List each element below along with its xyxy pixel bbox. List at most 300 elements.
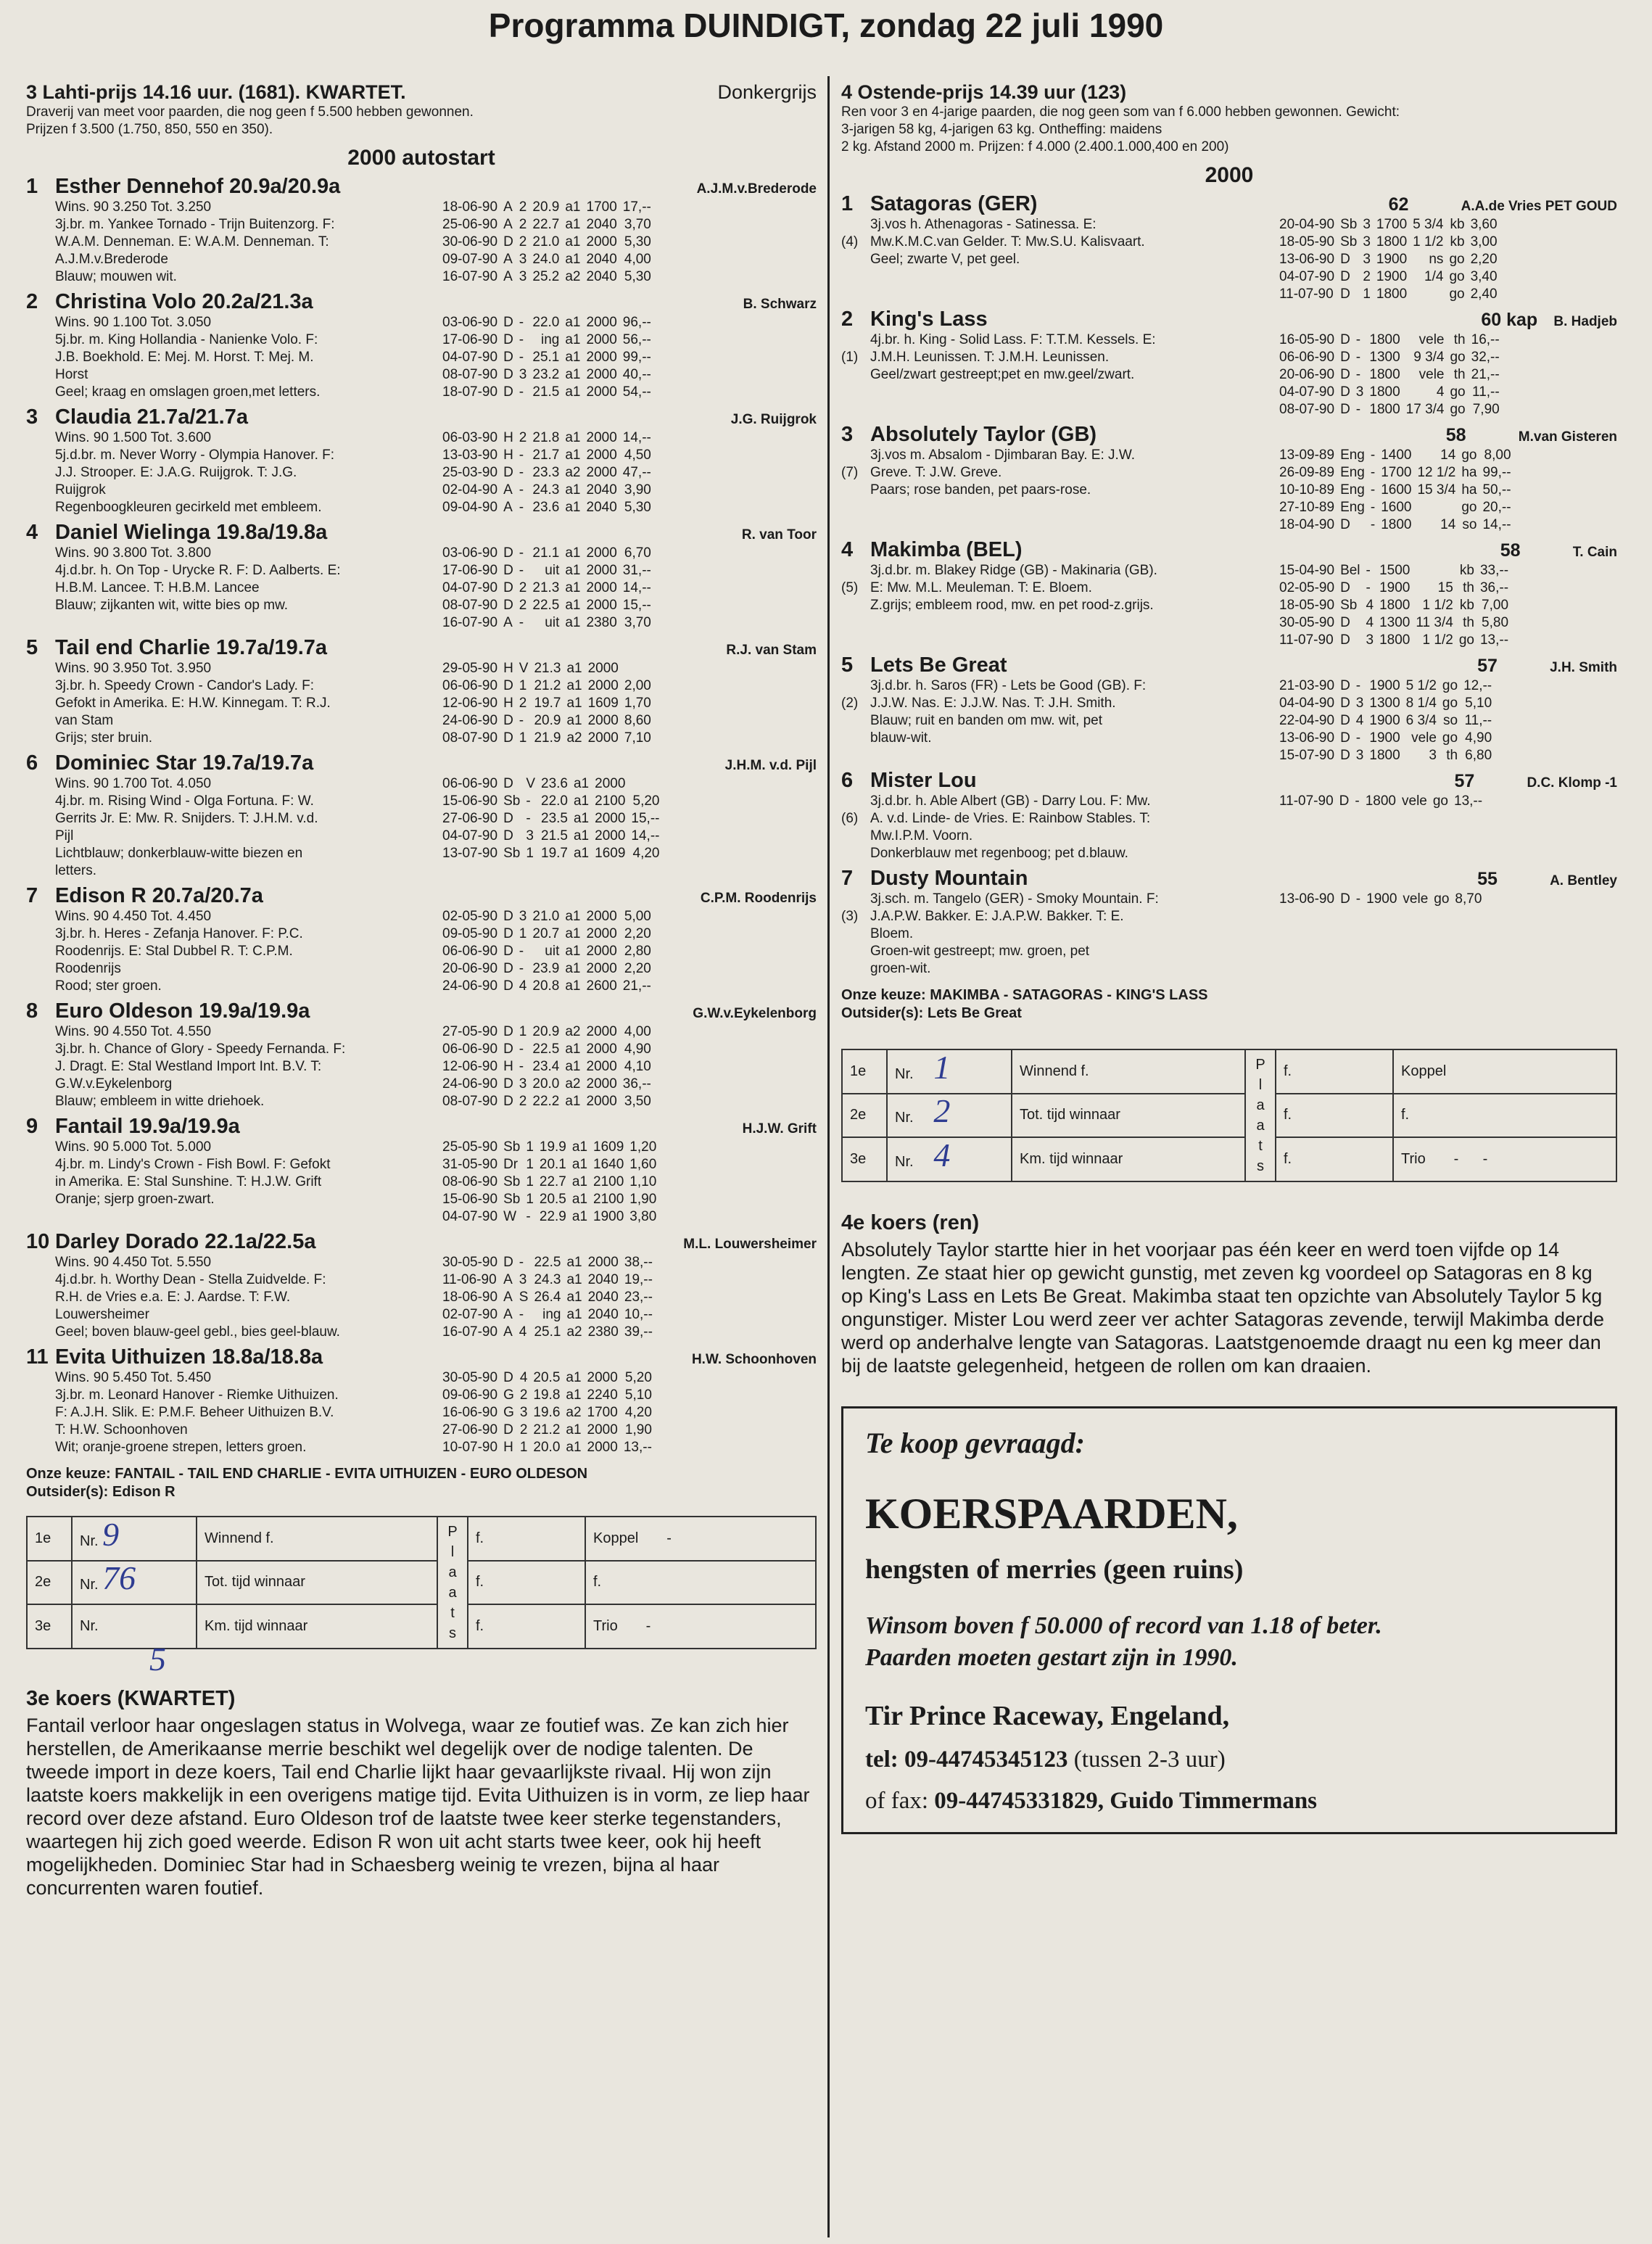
description-line: Wins. 90 3.800 Tot. 3.800 [55,545,212,561]
form-cell: 06-03-90 [442,430,498,445]
horse-name: Lets Be Great [870,653,1007,677]
form-cell: V [519,661,529,676]
form-cell: 11-07-90 [1279,632,1334,648]
form-cell: vele [1403,891,1429,907]
horse-weight: 58 [1500,540,1521,561]
form-cell: 1 [519,1440,528,1455]
form-cell: 5,30 [624,500,651,515]
race-4-commentary-text: Absolutely Taylor startte hier in het voorjaar pas één keer en werd toen vijfde op 14 lengten. Ze staat hier op gewicht gunstig, met zeven kg voordeel op Satagoras en 8 kg op King's Lass en Lets Be Great. Makimba staat ten opzichte van Absolutely Taylor 5 kg ongunstiger. Mister Lou werd zeer ver achter Satagoras zevende, terwijl Makimba derde werd op anderhalve lengte van Satagoras. Laatstgenoemde draagt nu een kg meer dan bij de laatste gelegenheid, hetgeen de rollen om kan draaien. [841,1239,1605,1377]
form-cell: 1800 [1369,402,1400,417]
form-cell: 1,90 [629,1192,657,1207]
form-table [439,1254,817,1341]
form-cell: 2100 [595,793,626,809]
form-row [439,429,654,447]
description-line: Louwersheimer [55,1307,149,1322]
form-cell: 2000 [586,563,617,578]
form-cell: 7,00 [1482,598,1509,613]
form-cell: a1 [565,315,581,330]
handwritten-number: 4 [933,1137,951,1174]
form-cell: 08-06-90 [442,1174,498,1189]
horse-header [26,1230,817,1254]
form-row [1276,251,1500,268]
description-line: Wins. 90 4.450 Tot. 5.550 [55,1255,212,1270]
horse-description [55,429,439,516]
form-cell: 20.8 [532,978,560,994]
description-line: 3j.d.br. m. Blakey Ridge (GB) - Makinaria (GB). [870,563,1157,578]
form-cell: 20-06-90 [1279,367,1335,382]
form-cell: a1 [565,909,581,924]
race-3-commentary-title: 3e koers (KWARTET) [26,1687,236,1710]
description-line: Regenboogkleuren gecirkeld met embleem. [55,500,322,515]
form-row [439,1156,659,1173]
race-3-outsider: Outsider(s): Edison R [26,1484,175,1500]
form-cell: 1300 [1379,615,1411,630]
form-cell: a2 [565,1024,581,1039]
form-cell: 2240 [587,1387,618,1403]
form-cell: 3 [519,909,527,924]
form-cell: th [1453,332,1466,347]
form-cell: 3 [519,252,527,267]
description-line: 3j.br. h. Speedy Crown - Candor's Lady. F: [55,678,315,693]
horse-name: Dusty Mountain [870,867,1028,890]
form-cell: 8 1/4 [1405,696,1437,711]
horse-box [26,199,55,286]
race-3-header [26,81,817,104]
race-4-header [841,81,1617,104]
horse-number: 11 [26,1345,49,1369]
form-cell: 21.5 [532,384,560,400]
form-row [439,978,654,995]
form-cell: 1900 [1369,730,1400,746]
form-cell: Dr [503,1157,519,1172]
form-cell: 1900 [1376,269,1408,284]
horse-name: Edison R 20.7a/20.7a [55,884,263,907]
trio-dash: - [1453,1151,1459,1168]
form-cell: 2000 [586,1024,617,1039]
form-cell: - [1370,465,1376,480]
description-line: 3j.br. m. Yankee Tornado - Trijn Buitenzorg. F: [55,217,335,232]
form-cell: 3,80 [629,1209,657,1224]
form-cell: kb [1450,234,1465,249]
form-cell: 1900 [1369,713,1400,728]
form-cell: D [503,350,513,365]
form-cell: 24-06-90 [442,1076,498,1092]
description-line: Oranje; sjerp groen-zwart. [55,1192,215,1207]
form-cell: 22.5 [534,1255,561,1270]
form-cell: 26.4 [534,1290,561,1305]
form-cell: - [519,384,524,400]
horse-entry [26,751,817,880]
form-cell: H [503,696,513,711]
form-cell: kb [1459,563,1474,578]
form-cell: D [503,580,513,595]
description-line: J.M.H. Leunissen. T: J.M.H. Leunissen. [870,350,1110,365]
form-row [439,1076,654,1093]
form-cell: a1 [566,696,582,711]
form-cell: 1800 [1381,517,1412,532]
form-row [1276,349,1503,366]
form-cell: D [1340,517,1350,532]
horse-header [26,884,817,908]
form-row [439,1254,656,1271]
form-cell: D [1340,350,1350,365]
form-cell: a1 [571,1139,588,1155]
form-cell: - [519,944,524,959]
form-cell: 3 [1363,234,1371,249]
horse-trainer: M.van Gisteren [1518,429,1617,445]
form-cell: go [1442,696,1458,711]
form-cell: a1 [566,713,582,728]
form-cell: 27-06-90 [442,811,498,826]
form-cell: a1 [565,430,581,445]
form-cell: th [1446,748,1458,763]
horse-header [841,423,1617,447]
horse-weight: 55 [1477,869,1498,889]
form-cell: - [519,961,524,976]
place-2-label: 2e [27,1561,72,1605]
form-cell: D [1340,615,1350,630]
plaats-f-1: f. [468,1517,585,1561]
form-cell: uit [545,944,560,959]
form-cell: 21.8 [532,430,560,445]
form-cell: 14,-- [622,580,651,595]
form-cell: a1 [566,1290,582,1305]
horse-number: 4 [841,538,854,561]
form-row [1276,695,1495,712]
form-cell: 17,-- [622,199,651,215]
form-cell: 1800 [1365,793,1396,809]
form-cell: 02-07-90 [442,1307,498,1322]
koppel-f: f. [585,1561,816,1605]
form-table [439,1023,817,1110]
horse-description [55,1369,439,1456]
race-4-commentary [841,1211,1617,1377]
form-cell: - [1355,332,1361,347]
form-cell: 1 [519,730,527,746]
form-cell: - [1355,402,1361,417]
horse-number: 4 [26,521,38,544]
form-cell: a1 [565,545,581,561]
description-line: Geel; kraag en omslagen groen,met letters. [55,384,321,400]
horse-description [870,216,1276,303]
form-cell: 13,-- [1454,793,1483,809]
form-cell: D [503,1076,513,1092]
form-cell: 18-05-90 [1279,598,1335,613]
form-cell: 2040 [587,1272,619,1287]
form-row [1276,597,1511,614]
form-cell: 1800 [1369,367,1400,382]
form-row [1276,793,1485,810]
form-cell: 3 [1363,252,1371,267]
form-cell: 1 [526,1174,534,1189]
form-cell: 7,90 [1472,402,1500,417]
form-row [1276,331,1503,349]
description-line: 5j.br. m. King Hollandia - Nanienke Volo. F: [55,332,318,347]
form-cell: 2,80 [624,944,651,959]
form-row [1276,579,1511,597]
form-cell: A [503,269,513,284]
koppel-cell [585,1517,816,1561]
form-cell: 19.9 [539,1139,566,1155]
form-cell: 30-05-90 [442,1255,498,1270]
horse-number: 7 [26,884,38,907]
form-cell: 2,20 [624,961,651,976]
form-cell: 21,-- [1471,367,1500,382]
handwritten-number: 7 [102,1559,120,1597]
horse-box [26,1254,55,1341]
form-cell: 2040 [586,252,617,267]
form-cell: 4 [519,978,527,994]
form-row [1276,234,1500,251]
horse-weight: 58 [1445,425,1466,445]
tot-tijd-label: Tot. tijd winnaar [197,1561,437,1605]
horse-box [26,660,55,747]
form-row [439,1422,655,1439]
form-cell: - [526,1209,531,1224]
horse-trainer: D.C. Klomp -1 [1527,775,1617,791]
form-table [439,660,817,747]
form-cell: 4 [519,1370,528,1385]
form-cell: 03-06-90 [442,315,498,330]
description-line: Groen-wit gestreept; mw. groen, pet [870,944,1090,959]
form-row [439,1208,659,1226]
horse-entry [26,290,817,401]
form-cell: 08-07-90 [442,730,498,746]
form-cell: 27-05-90 [442,1024,498,1039]
form-cell: 2000 [595,776,626,791]
form-cell: 16,-- [1471,332,1500,347]
form-cell: D [503,944,513,959]
ad-tel-note: (tussen 2-3 uur) [1073,1746,1226,1773]
form-row [1276,730,1495,747]
plaats-f-2: f. [1276,1094,1393,1138]
form-cell: 2000 [586,926,617,941]
winnend-label: Winnend f. [1012,1049,1245,1094]
form-table [439,775,817,880]
form-cell: a1 [566,1307,582,1322]
form-cell: so [1442,713,1458,728]
form-cell: 15-06-90 [442,793,498,809]
handwritten-number: 9 [102,1515,120,1553]
form-cell: go [1450,402,1466,417]
form-cell: 2000 [586,430,617,445]
form-cell: 1/4 [1424,269,1444,284]
form-cell: a2 [566,730,582,746]
start-box: (4) [841,234,859,249]
form-cell: D [1340,696,1350,711]
form-row [439,199,654,216]
form-cell: D [1340,730,1350,746]
horse-description [55,1254,439,1341]
description-line: Wit; oranje-groene strepen, letters groen. [55,1440,307,1455]
description-line: A. v.d. Linde- de Vries. E: Rainbow Stables. T: [870,811,1151,826]
form-cell: a2 [566,1405,582,1420]
form-cell: 2000 [586,961,617,976]
horse-trainer: J.G. Ruijgrok [730,412,817,427]
form-cell: 6,80 [1465,748,1492,763]
start-box: (7) [841,465,859,480]
form-cell: H [503,430,513,445]
description-line: letters. [55,863,97,878]
form-cell: D [1340,891,1350,907]
form-cell: - [519,1059,524,1074]
horse-number: 5 [26,636,38,659]
form-cell: vele [1418,332,1445,347]
plaats-f-3: f. [1276,1137,1393,1181]
horse-body [26,314,817,401]
form-cell: 2000 [586,580,617,595]
form-cell: D [503,1041,513,1057]
form-cell: 2 [519,234,527,249]
form-row [439,695,654,712]
form-table [439,545,817,632]
form-cell: D [503,1094,513,1109]
form-cell: 2 [519,1387,528,1403]
form-cell: 14 [1440,517,1456,532]
start-box: (2) [841,696,859,711]
description-line: F: A.J.H. Slik. E: P.M.F. Beheer Uithuizen B.V. [55,1405,334,1420]
form-cell: 21-03-90 [1279,678,1335,693]
description-line: Bloem. [870,926,914,941]
horse-description [55,1023,439,1110]
race-3-result-table [26,1516,817,1649]
horse-entry [26,636,817,747]
plaats-f-2: f. [468,1561,585,1605]
form-cell: 12-06-90 [442,1059,498,1074]
form-cell: 24.3 [532,482,560,498]
form-cell: go [1442,730,1458,746]
form-cell: 15 3/4 [1417,482,1456,498]
km-tijd-label: Km. tijd winnaar [197,1604,437,1649]
form-cell: a2 [565,465,581,480]
horse-box [26,429,55,516]
description-line: E: Mw. M.L. Meuleman. T: E. Bloem. [870,580,1092,595]
race-3-heading: 3 Lahti-prijs 14.16 uur. (1681). KWARTET. [26,81,406,103]
form-cell: 2380 [586,615,617,630]
description-line: Wins. 90 3.250 Tot. 3.250 [55,199,212,215]
form-cell: 1609 [595,846,626,861]
form-cell: 22.7 [539,1174,566,1189]
description-line: Geel; zwarte V, pet geel. [870,252,1020,267]
form-cell: go [1458,632,1474,648]
horse-description [870,562,1276,649]
form-table [1276,562,1617,649]
horse-body [841,447,1617,534]
form-cell: H [503,1440,513,1455]
form-row [439,545,654,562]
form-row [439,1173,659,1191]
form-cell: 1800 [1379,632,1411,648]
horse-box [841,891,870,978]
description-line: J. Dragt. E: Stal Westland Import Int. B.V. T: [55,1059,322,1074]
form-cell: 06-06-90 [442,678,498,693]
form-cell: - [519,563,524,578]
form-row [439,793,662,810]
koppel-dash: - [666,1530,672,1546]
form-cell: 1900 [593,1209,624,1224]
horse-header [841,192,1617,216]
horse-number: 3 [26,405,38,429]
form-row [439,1289,656,1306]
form-row [1276,447,1514,464]
horse-box [26,314,55,401]
form-cell: 5,30 [624,234,651,249]
description-line: Rood; ster groen. [55,978,162,994]
form-cell: D [1340,713,1350,728]
description-line: Geel; boven blauw-geel gebl., bies geel-blauw. [55,1324,340,1340]
form-cell: - [1370,500,1376,515]
form-cell [1410,286,1446,303]
form-cell: 3 [1363,217,1371,232]
horse-entry [841,423,1617,534]
form-cell: 2,40 [1470,286,1498,302]
description-line: Gefokt in Amerika. E: H.W. Kinnegam. T: R.J. [55,696,331,711]
form-cell: go [1449,252,1465,267]
form-cell: 2000 [587,713,619,728]
form-row [439,1023,654,1041]
form-cell: D [503,713,513,728]
form-cell: 21.9 [534,730,561,746]
form-row [439,366,654,384]
form-cell: H [503,1059,513,1074]
form-cell: a2 [565,1076,581,1092]
form-cell: D [503,465,513,480]
form-cell: 1400 [1381,447,1412,463]
form-cell: 17-06-90 [442,332,498,347]
form-cell: 1609 [587,696,619,711]
horse-entry [841,538,1617,649]
form-cell: 5,20 [632,793,660,809]
koppel-label: Koppel [1393,1049,1616,1094]
form-cell: 3,70 [624,615,651,630]
horse-entry [841,192,1617,303]
description-line: 3j.br. m. Leonard Hanover - Riemke Uithuizen. [55,1387,339,1403]
form-cell: 12 1/2 [1417,465,1456,480]
form-cell: D [1340,678,1350,693]
form-cell: a1 [566,1387,582,1403]
description-line: 3j.d.br. h. Able Albert (GB) - Darry Lou. F: Mw. [870,793,1151,809]
form-cell: S [519,1290,529,1305]
place-3-nr-cell [887,1137,1012,1181]
form-cell: 25-05-90 [442,1139,498,1155]
race-3-category: Donkergrijs [717,81,817,103]
form-cell: 02-05-90 [442,909,498,924]
form-cell: 13-06-90 [1279,252,1335,267]
form-cell: 16-05-90 [1279,332,1335,347]
form-cell: - [519,447,524,463]
form-cell: - [519,1307,524,1322]
form-cell: 2000 [587,730,619,746]
form-row [439,1369,655,1387]
form-cell: 2000 [586,909,617,924]
form-cell: 20.5 [539,1192,566,1207]
form-cell: 21.5 [541,828,568,843]
form-cell: - [526,793,531,809]
form-cell: D [503,234,513,249]
description-line: Pijl [55,828,74,843]
form-cell: 13,-- [1479,632,1509,648]
form-cell: 2000 [586,315,617,330]
form-cell: 23,-- [624,1290,653,1305]
form-cell: 11,-- [1472,384,1500,400]
form-cell: 30-05-90 [1279,615,1335,630]
ad-tel: tel: 09-44745345123 [865,1746,1068,1773]
form-cell: 14 [1440,447,1456,463]
tot-tijd-label: Tot. tijd winnaar [1012,1094,1245,1138]
form-cell: a1 [571,1192,588,1207]
form-cell: 2000 [587,1440,618,1455]
form-cell: vele [1402,793,1427,809]
